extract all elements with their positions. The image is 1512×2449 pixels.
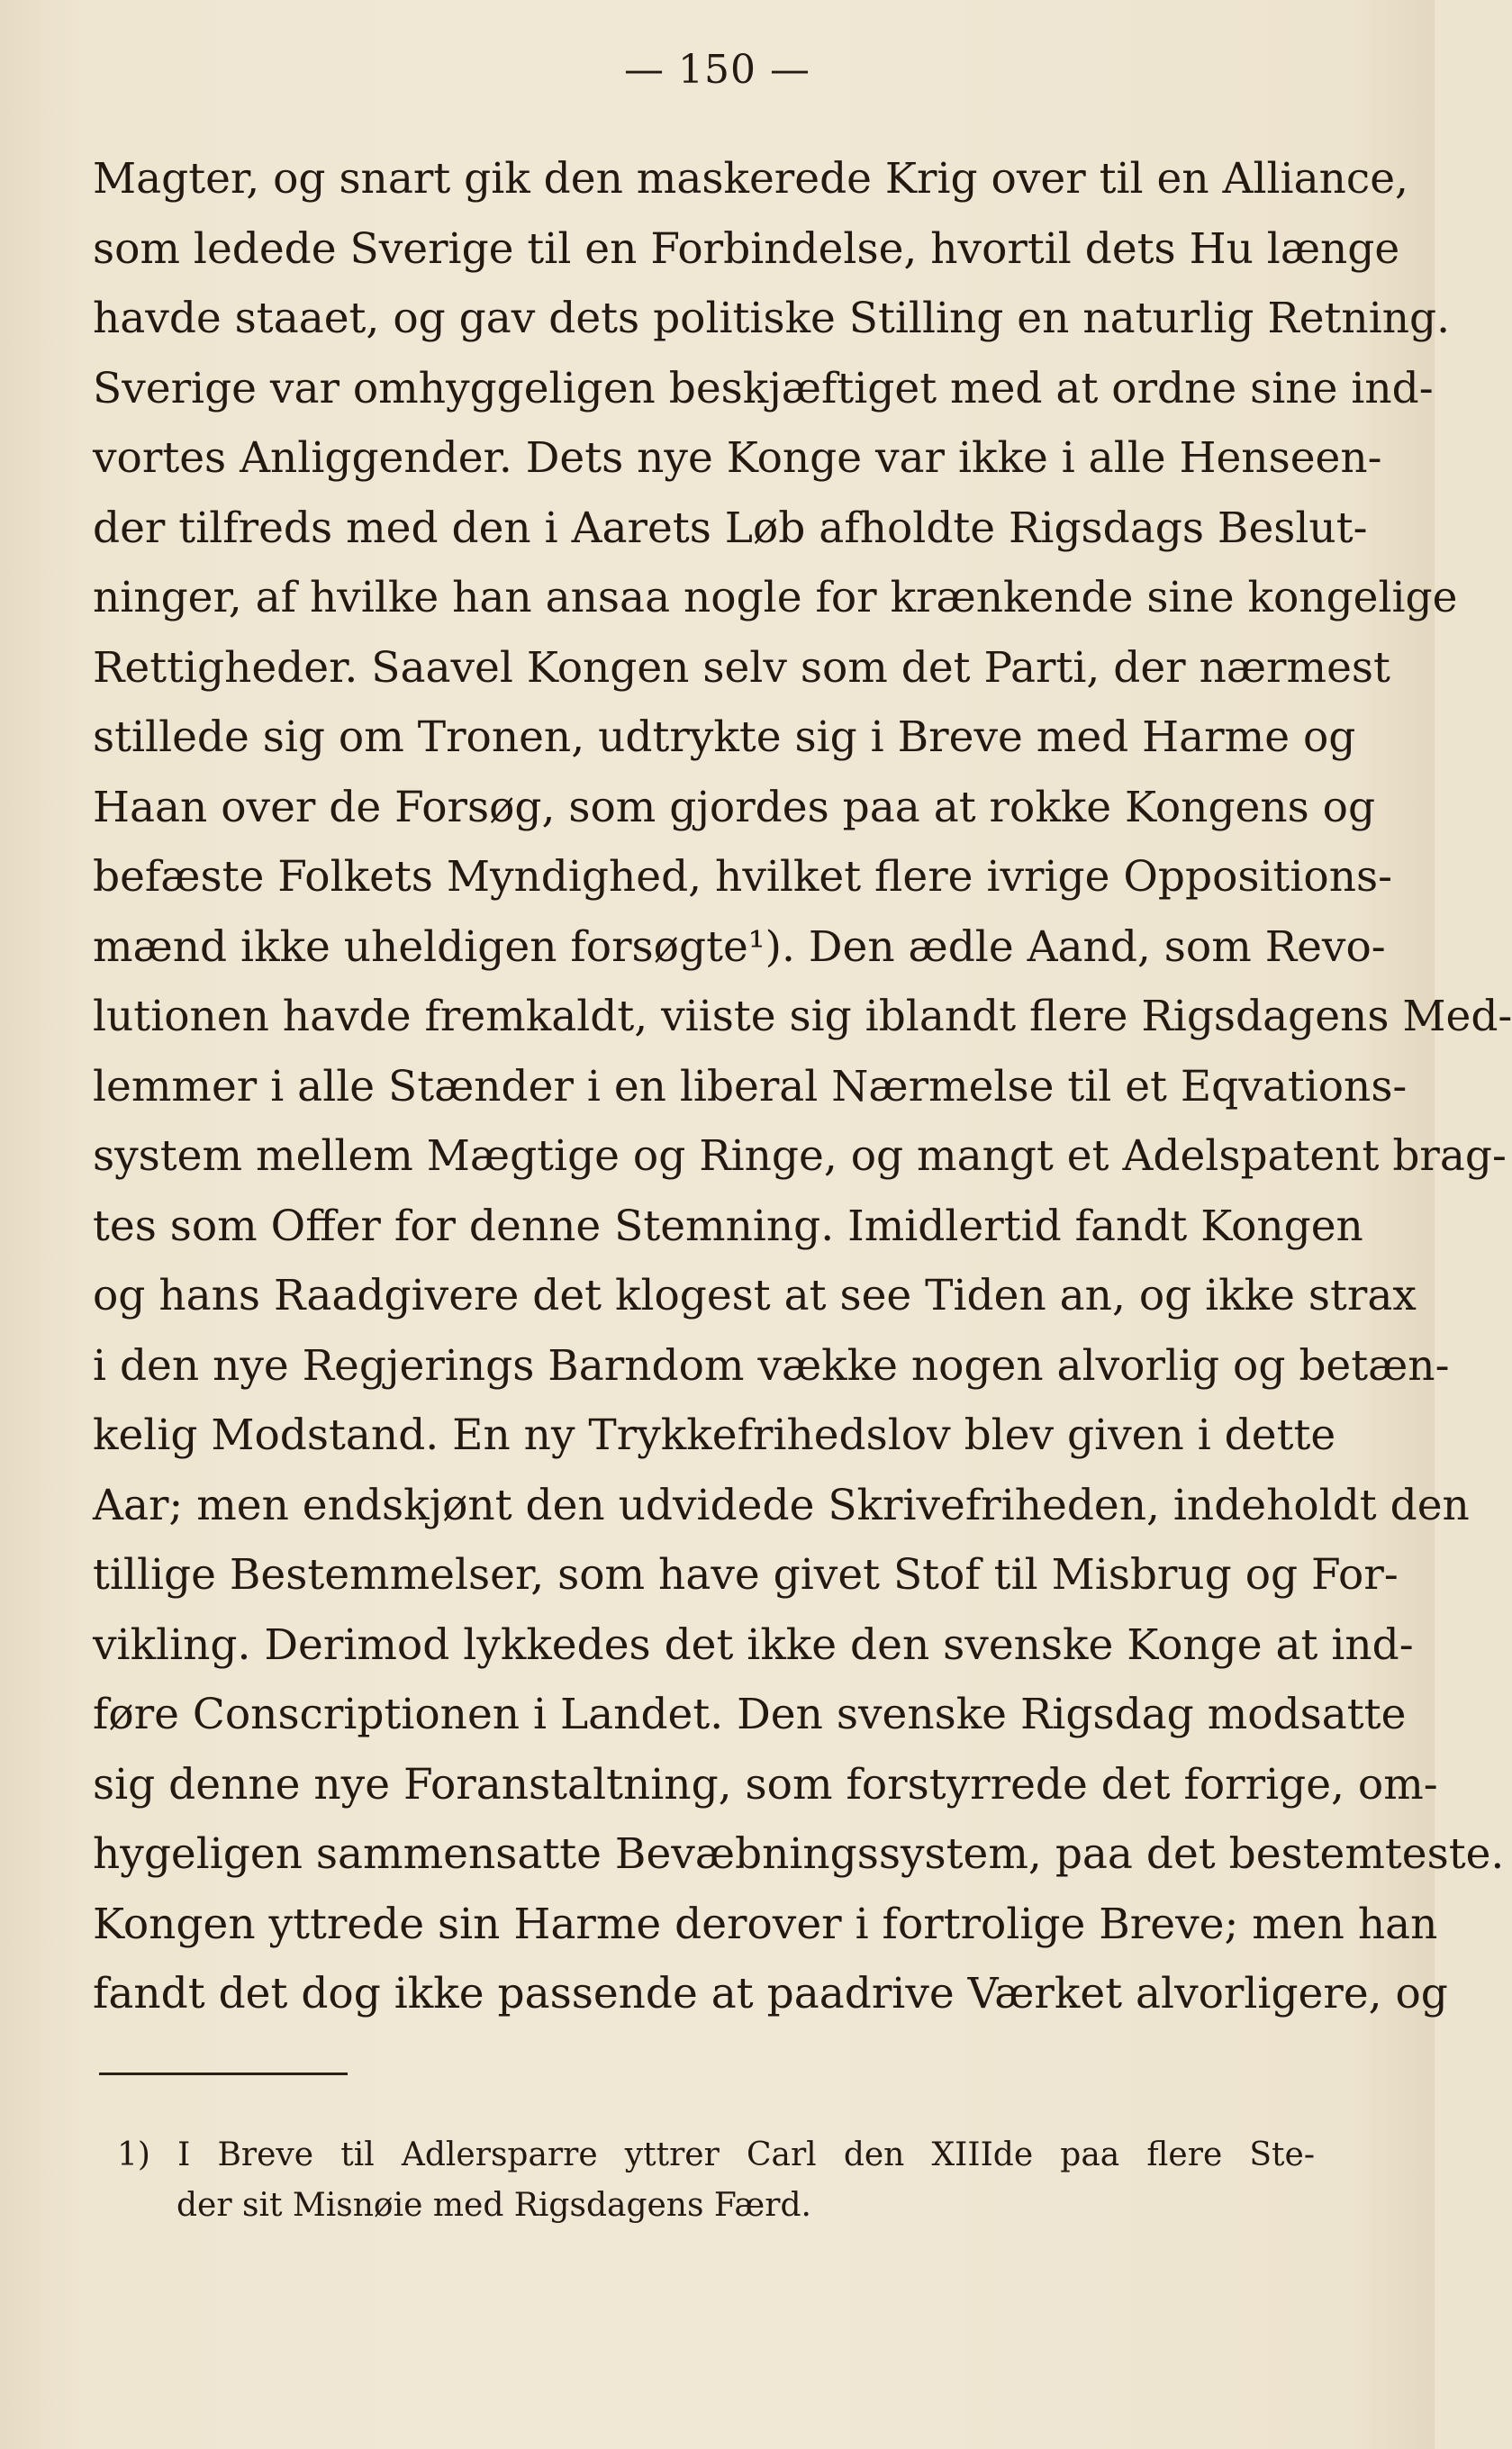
text-line: i den nye Regjerings Barndom vække nogen alvorlig og betæn-	[93, 1340, 1450, 1391]
text-line: havde staaet, og gav dets politiske Stilling en naturlig Retning.	[93, 294, 1451, 343]
footnote	[117, 2130, 1315, 2231]
footnote-line: 1) I Breve til Adlersparre yttrer Carl den XIIIde paa flere Ste-	[117, 2136, 1315, 2173]
text-line: og hans Raadgivere det klogest at see Tiden an, og ikke strax	[93, 1271, 1417, 1320]
text-line: mænd ikke uheldigen forsøgte¹). Den ædle Aand, som Revo-	[93, 921, 1386, 972]
text-line: der tilfreds med den i Aarets Løb afholdte Rigsdags Beslut-	[93, 503, 1368, 553]
text-line: fandt det dog ikke passende at paadrive Værket alvorligere, og	[93, 1969, 1448, 2018]
text-line: lutionen havde fremkaldt, viiste sig iblandt flere Rigsdagens Med-	[93, 992, 1512, 1041]
text-line: Magter, og snart gik den maskerede Krig over til en Alliance,	[93, 154, 1408, 204]
text-line: hygeligen sammensatte Bevæbningssystem, paa det bestemteste.	[93, 1829, 1505, 1879]
text-line: lemmer i alle Stænder i en liberal Nærmelse til et Eqvations-	[93, 1061, 1408, 1111]
text-line: føre Conscriptionen i Landet. Den svenske Rigsdag modsatte	[93, 1690, 1407, 1739]
text-line: vortes Anliggender. Dets nye Konge var ikke i alle Henseen-	[93, 433, 1382, 483]
text-line: stillede sig om Tronen, udtrykte sig i Breve med Harme og	[93, 712, 1356, 762]
text-line: Rettigheder. Saavel Kongen selv som det Parti, der nærmest	[93, 642, 1390, 693]
text-line: tillige Bestemmelser, som have givet Stof til Misbrug og For-	[93, 1550, 1399, 1600]
text-line: Aar; men endskjønt den udvidede Skrivefriheden, indeholdt den	[93, 1480, 1470, 1530]
text-line: Haan over de Forsøg, som gjordes paa at rokke Kongens og	[93, 782, 1376, 832]
text-line: Kongen yttrede sin Harme derover i fortrolige Breve; men han	[93, 1899, 1438, 1949]
footnote-divider	[99, 2073, 348, 2075]
text-line: ninger, af hvilke han ansaa nogle for krænkende sine kongelige	[93, 573, 1458, 622]
footnote-line: der sit Misnøie med Rigsdagens Færd.	[177, 2187, 811, 2224]
text-line: tes som Offer for denne Stemning. Imidlertid fandt Kongen	[93, 1201, 1363, 1251]
text-line: befæste Folkets Myndighed, hvilket flere ivrige Oppositions-	[93, 852, 1393, 902]
body-text	[93, 144, 1512, 2029]
text-line: vikling. Derimod lykkedes det ikke den svenske Konge at ind-	[93, 1619, 1414, 1670]
page-number: — 150 —	[624, 47, 810, 93]
text-line: Sverige var omhyggeligen beskjæftiget med at ordne sine ind-	[93, 363, 1434, 413]
text-line: som ledede Sverige til en Forbindelse, hvortil dets Hu længe	[93, 223, 1400, 274]
text-line: sig denne nye Foranstaltning, som forstyrrede det forrige, om-	[93, 1759, 1438, 1810]
text-line: system mellem Mægtige og Ringe, og mangt et Adelspatent brag-	[93, 1131, 1507, 1181]
text-line: kelig Modstand. En ny Trykkefrihedslov blev given i dette	[93, 1410, 1336, 1460]
